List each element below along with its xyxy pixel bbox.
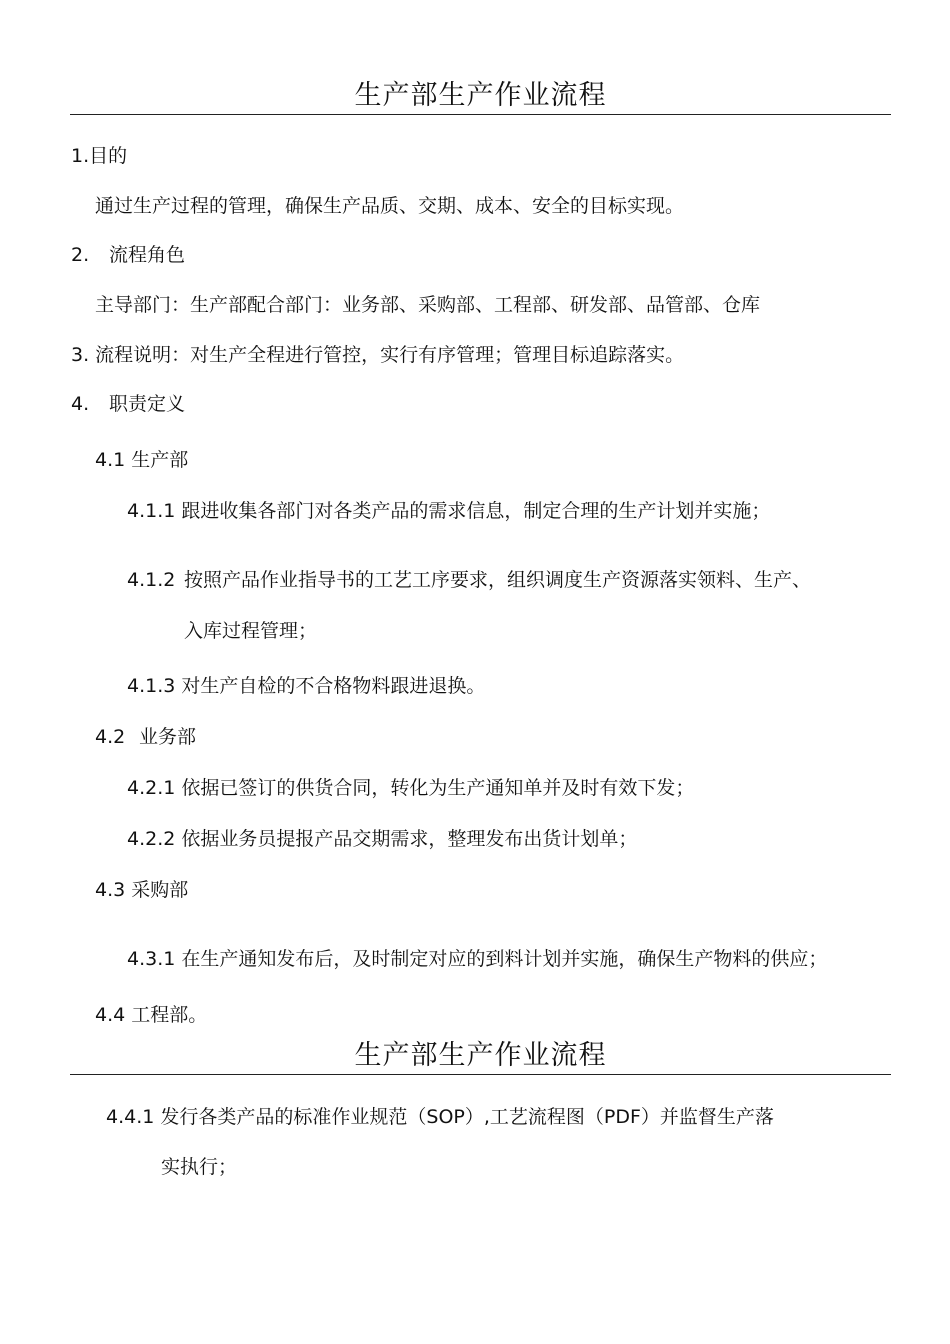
item-4-1-2-text: 按照产品作业指导书的工艺工序要求，组织调度生产资源落实领料、生产、: [184, 569, 812, 591]
section-4-1-heading: 4.1 生产部: [95, 449, 189, 471]
section-4-2-heading: [95, 724, 196, 750]
section-1-heading: 1.目的: [71, 145, 128, 167]
item-4-4-1-line1: 4.4.1 发行各类产品的标准作业规范（SOP）,工艺流程图（PDF）并监督生产落: [106, 1106, 774, 1128]
section-3-text: 3. 流程说明：对生产全程进行管控，实行有序管理；管理目标追踪落实。: [71, 344, 685, 366]
item-4-2-1: 4.2.1 依据已签订的供货合同，转化为生产通知单并及时有效下发；: [127, 777, 695, 799]
item-4-1-2-line1: [127, 567, 811, 593]
item-4-4-1-line2: 实执行；: [161, 1156, 238, 1178]
section-2-text: 主导部门：生产部配合部门：业务部、采购部、工程部、研发部、品管部、仓库: [95, 294, 761, 316]
section-4-number: 4.: [71, 393, 90, 415]
item-4-1-2-line2: 入库过程管理；: [184, 620, 318, 642]
item-4-2-2: 4.2.2 依据业务员提报产品交期需求，整理发布出货计划单；: [127, 828, 638, 850]
section-4-3-heading: 4.3 采购部: [95, 879, 189, 901]
item-4-1-2-number: 4.1.2: [127, 569, 176, 591]
page-header-title-2: 生产部生产作业流程: [70, 1039, 891, 1075]
section-4-title: 职责定义: [109, 393, 186, 415]
section-1-text: 通过生产过程的管理，确保生产品质、交期、成本、安全的目标实现。: [95, 195, 685, 217]
section-4-2-title: 业务部: [139, 726, 197, 748]
item-4-1-1: 4.1.1 跟进收集各部门对各类产品的需求信息，制定合理的生产计划并实施；: [127, 500, 771, 522]
section-2-title: 流程角色: [109, 244, 186, 266]
section-4-2-number: 4.2: [95, 726, 126, 748]
item-4-3-1: 4.3.1 在生产通知发布后，及时制定对应的到料计划并实施，确保生产物料的供应；: [127, 948, 828, 970]
page-header-title: 生产部生产作业流程: [70, 79, 891, 115]
section-2-heading: [71, 242, 185, 268]
item-4-1-3: 4.1.3 对生产自检的不合格物料跟进退换。: [127, 675, 486, 697]
section-4-4-heading: 4.4 工程部。: [95, 1004, 208, 1026]
section-4-heading: [71, 391, 185, 417]
section-2-number: 2.: [71, 244, 90, 266]
